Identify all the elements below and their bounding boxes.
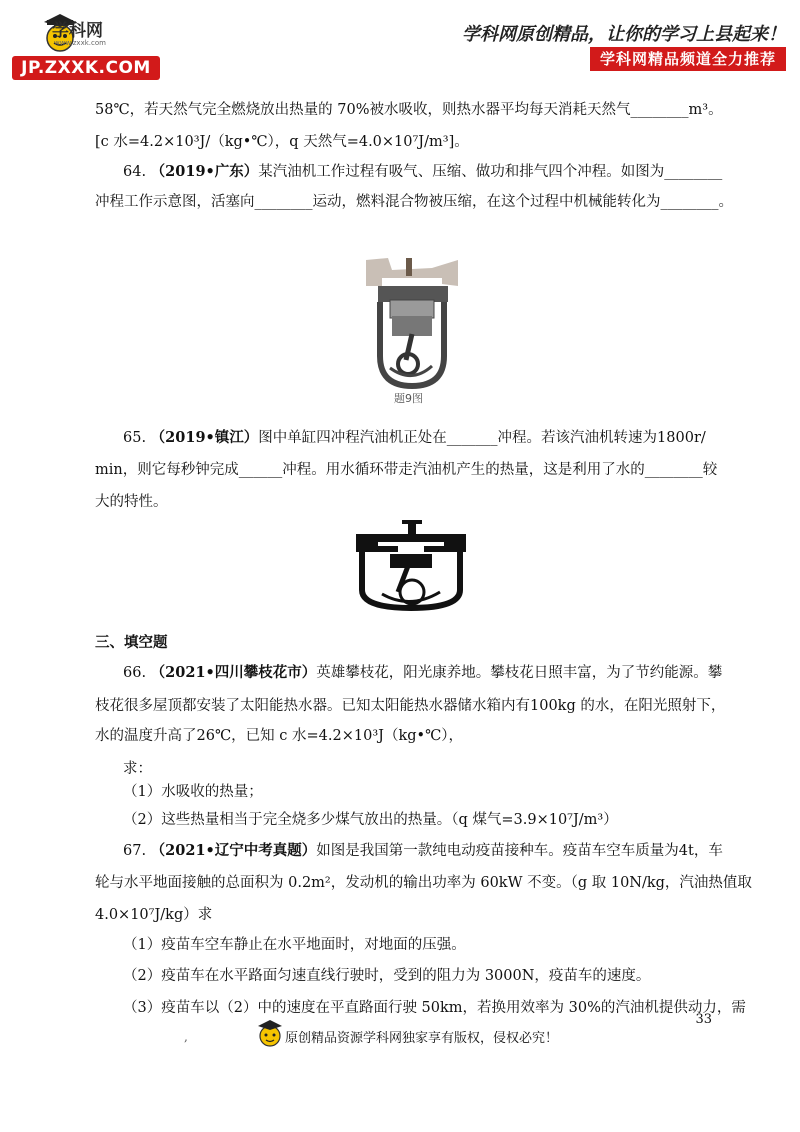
question-source: （2021•四川攀枝花市） bbox=[150, 664, 317, 681]
question-source: （2019•镇江） bbox=[150, 429, 259, 446]
question-text: 某汽油机工作过程有吸气、压缩、做功和排气四个冲程。如图为________ bbox=[258, 164, 723, 180]
question-66-part2: （2）这些热量相当于完全烧多少煤气放出的热量。（q 煤气=3.9×10⁷J/m³） bbox=[123, 812, 618, 828]
question-65-line1 bbox=[123, 428, 706, 448]
question-67-line2: 轮与水平地面接触的总面积为 0.2m²，发动机的输出功率为 60kW 不变。（g 取 10N/kg，汽油热值取 bbox=[95, 875, 752, 891]
site-logo bbox=[12, 14, 160, 76]
question-number: 64. bbox=[123, 164, 147, 180]
section-heading: 三、填空题 bbox=[95, 634, 168, 651]
question-number: 65. bbox=[123, 430, 147, 446]
logo-url: www.zxxk.com bbox=[54, 39, 106, 47]
question-65-line3: 大的特性。 bbox=[95, 494, 168, 510]
question-66-ask: 求： bbox=[123, 761, 152, 777]
header-slogan: 学科网原创精品，让你的学习上县起来！ bbox=[462, 24, 786, 45]
question-source: （2021•辽宁中考真题） bbox=[150, 842, 317, 859]
mascot-icon bbox=[257, 1018, 283, 1050]
engine-diagram-figure-1 bbox=[362, 256, 462, 408]
question-text: 如图是我国第一款纯电动疫苗接种车。疫苗车空车质量为4t，车 bbox=[316, 843, 723, 859]
question-65-line2: min，则它每秒钟完成______冲程。用水循环带走汽油机产生的热量，这是利用了水的________较 bbox=[95, 462, 718, 478]
engine-diagram-figure-2 bbox=[354, 518, 468, 612]
question-66-line1 bbox=[123, 663, 722, 683]
text-line: 58℃，若天然气完全燃烧放出热量的 70%被水吸收，则热水器平均每天消耗天然气________m³。 bbox=[95, 102, 723, 118]
question-64-line1 bbox=[123, 162, 722, 182]
question-66-line3: 水的温度升高了26℃，已知 c 水=4.2×10³J（kg•℃）， bbox=[95, 728, 464, 744]
question-number: 67. bbox=[123, 843, 147, 859]
question-67-part3: （3）疫苗车以（2）中的速度在平直路面行驶 50km，若换用效率为 30%的汽油机提供动力，需 bbox=[123, 1000, 746, 1016]
footer-copyright: 原创精品资源学科网独家享有版权，侵权必究！ bbox=[285, 1031, 559, 1046]
footer-mark: , bbox=[184, 1030, 188, 1044]
question-66-part1: （1）水吸收的热量； bbox=[123, 784, 263, 800]
question-67-part1: （1）疫苗车空车静止在水平地面时，对地面的压强。 bbox=[123, 937, 466, 953]
question-67-line3: 4.0×10⁷J/kg）求 bbox=[95, 907, 213, 923]
question-text: 英雄攀枝花，阳光康养地。攀枝花日照丰富，为了节约能源。攀 bbox=[316, 665, 723, 681]
header-tag: 学科网精品频道全力推荐 bbox=[590, 47, 786, 71]
question-64-line2: 冲程工作示意图，活塞向________运动，燃料混合物被压缩，在这个过程中机械能转化为________。 bbox=[95, 194, 733, 210]
question-66-line2: 枝花很多屋顶都安装了太阳能热水器。已知太阳能热水器储水箱内有100kg 的水，在阳光照射下， bbox=[95, 698, 726, 714]
question-source: （2019•广东） bbox=[150, 163, 259, 180]
page-number: 33 bbox=[695, 1012, 712, 1027]
logo-bar: JP.ZXXK.COM bbox=[12, 56, 160, 80]
question-67-part2: （2）疫苗车在水平路面匀速直线行驶时，受到的阻力为 3000N，疫苗车的速度。 bbox=[123, 968, 651, 984]
text-line: [c 水=4.2×10³J/（kg•℃），q 天然气=4.0×10⁷J/m³]。 bbox=[95, 134, 469, 150]
question-text: 图中单缸四冲程汽油机正处在_______冲程。若该汽油机转速为1800r/ bbox=[258, 430, 706, 446]
logo-name: 学科网 bbox=[52, 21, 103, 41]
figure-caption: 题9图 bbox=[394, 392, 423, 405]
question-67-line1 bbox=[123, 841, 723, 861]
question-number: 66. bbox=[123, 665, 147, 681]
